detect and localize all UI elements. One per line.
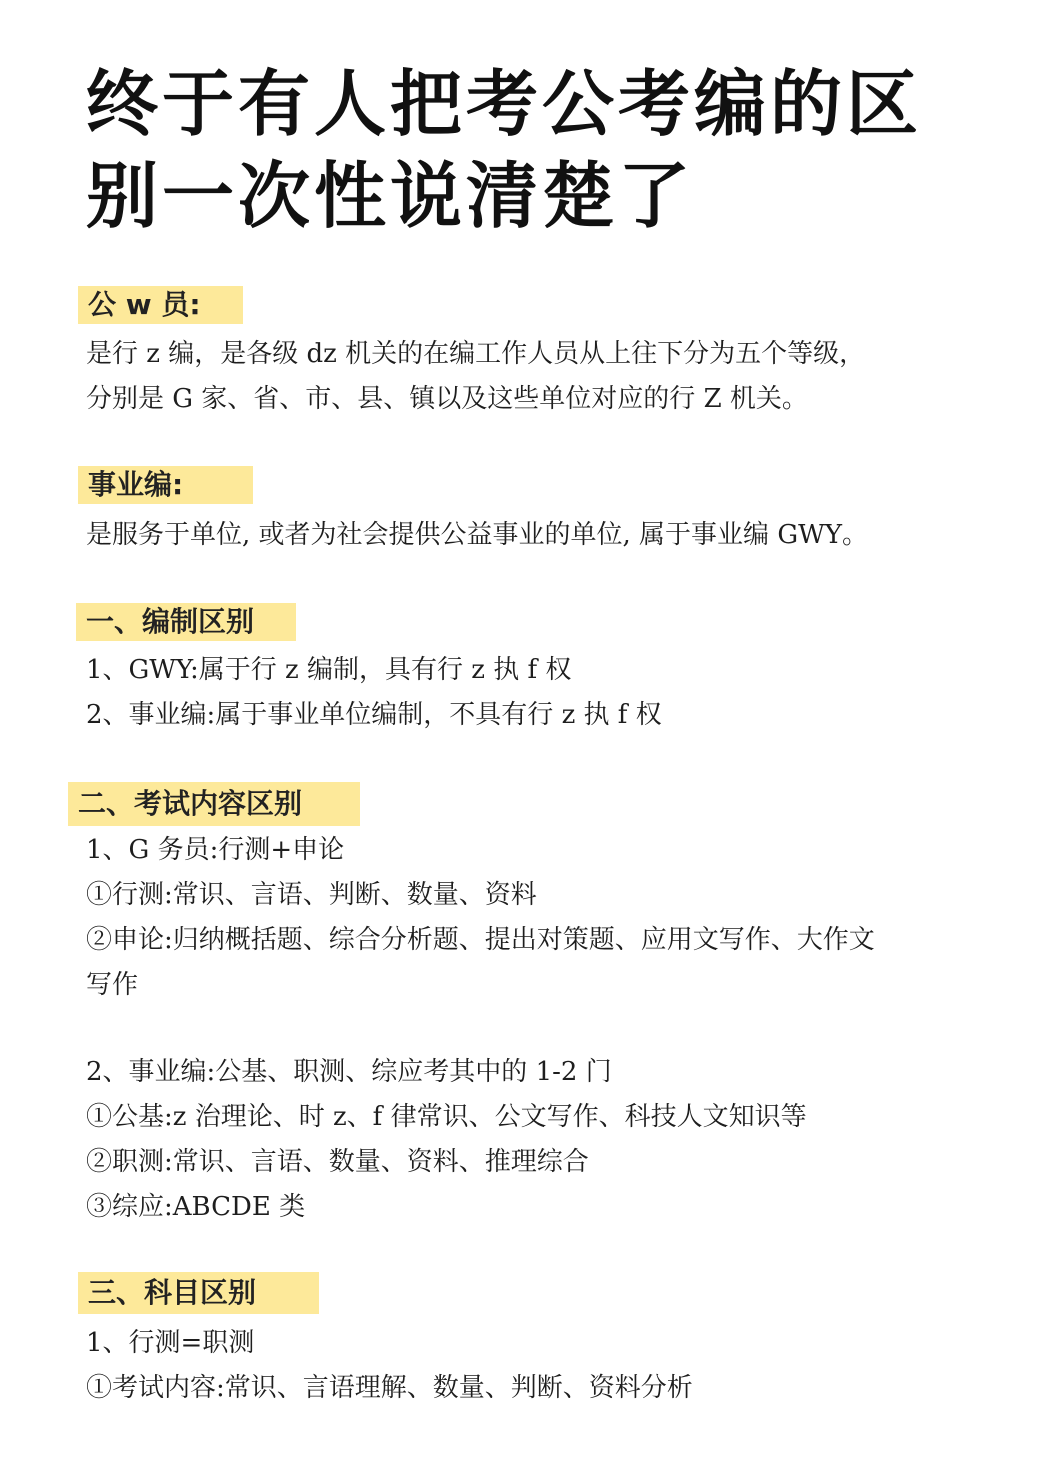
text-line: 是服务于单位, 或者为社会提供公益事业的单位, 属于事业编 GWY。 xyxy=(86,520,868,550)
section-body-public-institution xyxy=(86,513,868,558)
section-heading-subject-difference: 三、科目区别 xyxy=(78,1272,319,1314)
text-line: 2、事业编:公基、职测、综应考其中的 1-2 门 xyxy=(86,1057,612,1087)
text-line: ③综应:ABCDE 类 xyxy=(86,1192,306,1222)
text-line: 1、GWY:属于行 z 编制，具有行 z 执 f 权 xyxy=(86,655,572,685)
section-heading-establishment-difference: 一、编制区别 xyxy=(76,603,296,641)
title-line-1: 终于有人把考公考编的区 xyxy=(86,62,923,146)
section-heading-exam-content-difference: 二、考试内容区别 xyxy=(68,782,360,826)
section-body-subject-difference xyxy=(86,1321,693,1411)
text-line: ①行测:常识、言语、判断、数量、资料 xyxy=(86,880,537,910)
page-title xyxy=(86,58,986,242)
text-line: ①考试内容:常识、言语理解、数量、判断、资料分析 xyxy=(86,1373,693,1403)
section-body-exam-content-civil xyxy=(86,828,875,1008)
text-line: 1、行测=职测 xyxy=(86,1328,255,1358)
section-body-civil-servant xyxy=(86,332,865,422)
section-heading-civil-servant: 公 w 员: xyxy=(78,286,243,324)
text-line: ①公基:z 治理论、时 z、f 律常识、公文写作、科技人文知识等 xyxy=(86,1102,807,1132)
section-body-exam-content-institution xyxy=(86,1050,807,1230)
text-line: 2、事业编:属于事业单位编制，不具有行 z 执 f 权 xyxy=(86,700,662,730)
text-line: 写作 xyxy=(86,970,139,1000)
text-line: ②申论:归纳概括题、综合分析题、提出对策题、应用文写作、大作文 xyxy=(86,925,875,955)
text-line: 1、G 务员:行测+申论 xyxy=(86,835,345,865)
section-body-establishment-difference xyxy=(86,648,662,738)
text-line: ②职测:常识、言语、数量、资料、推理综合 xyxy=(86,1147,589,1177)
title-line-2: 别一次性说清楚了 xyxy=(86,154,695,238)
section-heading-public-institution: 事业编: xyxy=(78,466,253,504)
text-line: 分别是 G 家、省、市、县、镇以及这些单位对应的行 Z 机关。 xyxy=(86,384,808,414)
text-line: 是行 z 编，是各级 dz 机关的在编工作人员从上往下分为五个等级， xyxy=(86,339,866,369)
